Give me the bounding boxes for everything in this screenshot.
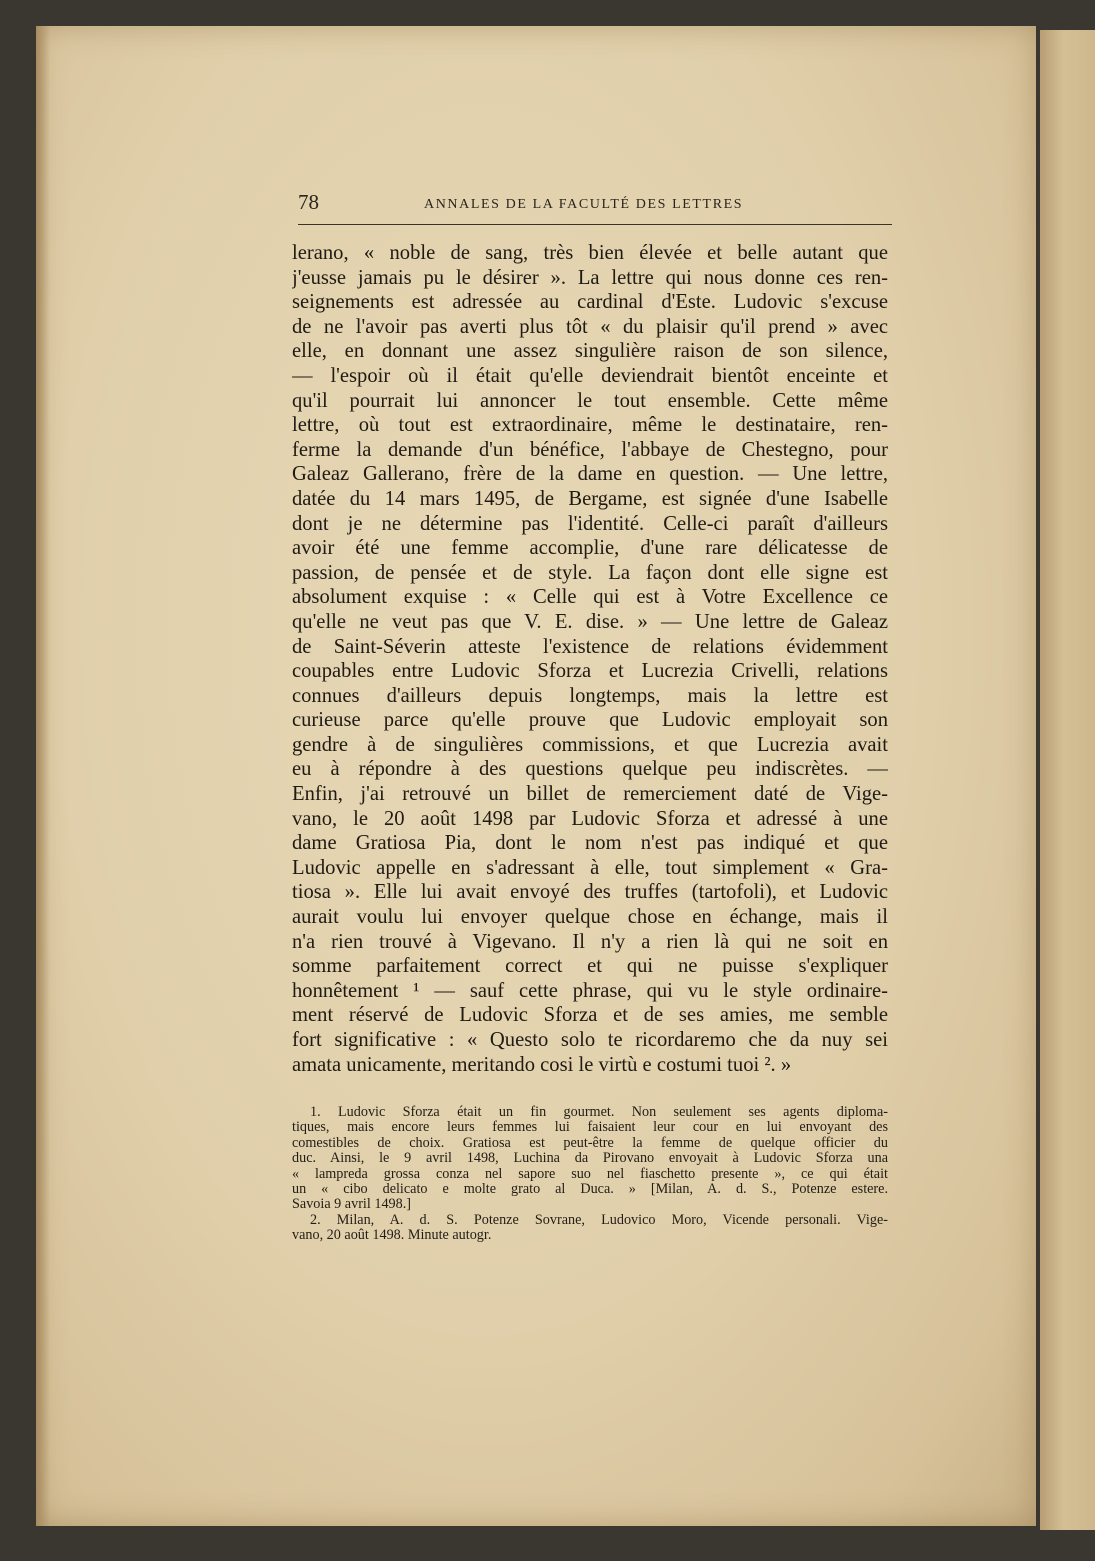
main-text xyxy=(292,241,888,1077)
text-line: absolument exquise : « Celle qui est à Votre Excellence ce xyxy=(292,586,888,609)
running-title: ANNALES DE LA FACULTÉ DES LETTRES xyxy=(424,197,744,212)
text-line: avoir été une femme accomplie, d'une rare délicatesse de xyxy=(292,537,888,560)
text-line: honnêtement ¹ — sauf cette phrase, qui vu le style ordinaire- xyxy=(292,979,888,1002)
text-line: dame Gratiosa Pia, dont le nom n'est pas indiqué et que xyxy=(292,832,888,855)
text-line: qu'elle ne veut pas que V. E. dise. » — Une lettre de Galeaz xyxy=(292,610,888,633)
footnote-line: 2. Milan, A. d. S. Potenze Sovrane, Ludovico Moro, Vicende personali. Vige- xyxy=(310,1212,888,1228)
text-line: elle, en donnant une assez singulière raison de son silence, xyxy=(292,340,888,363)
text-line: qu'il pourrait lui annoncer le tout ensemble. Cette même xyxy=(292,389,888,412)
text-line: de ne l'avoir pas averti plus tôt « du plaisir qu'il prend » avec xyxy=(292,315,888,338)
text-line: gendre à de singulières commissions, et que Lucrezia avait xyxy=(292,733,888,756)
text-line: de Saint-Séverin atteste l'existence de relations évidemment xyxy=(292,635,888,658)
text-line: coupables entre Ludovic Sforza et Lucrezia Crivelli, relations xyxy=(292,660,888,683)
text-line: n'a rien trouvé à Vigevano. Il n'y a rien là qui ne soit en xyxy=(292,930,888,953)
facing-page-edge xyxy=(1040,30,1095,1530)
text-line: ferme la demande d'un bénéfice, l'abbaye de Chestegno, pour xyxy=(292,438,888,461)
text-line: seignements est adressée au cardinal d'Este. Ludovic s'excuse xyxy=(292,291,888,314)
footnote-line: tiques, mais encore leurs femmes lui faisaient leur cour en lui envoyant des xyxy=(292,1120,888,1136)
text-line: lerano, « noble de sang, très bien élevée et belle autant que xyxy=(292,242,888,264)
text-line: tiosa ». Elle lui avait envoyé des truffes (tartofoli), et Ludovic xyxy=(292,881,888,904)
text-line: eu à répondre à des questions quelque peu indiscrètes. — xyxy=(292,758,888,781)
text-line: fort significative : « Questo solo te ricordaremo che da nuy sei xyxy=(292,1029,888,1051)
text-line: vano, le 20 août 1498 par Ludovic Sforza et adressé à une xyxy=(292,807,888,830)
text-line: lettre, où tout est extraordinaire, même le destinataire, ren- xyxy=(292,414,888,437)
footnote-line: duc. Ainsi, le 9 avril 1498, Luchina da Pirovano envoyait à Ludovic Sforza una xyxy=(292,1151,888,1167)
text-line: Enfin, j'ai retrouvé un billet de remerciement daté de Vige- xyxy=(292,783,888,806)
text-line: amata unicamente, meritando cosi le virtù e costumi tuoi ². » xyxy=(292,1053,792,1076)
text-line: connues d'ailleurs depuis longtemps, mais la lettre est xyxy=(292,684,888,707)
footnotes xyxy=(292,1105,888,1244)
page-binding-shadow xyxy=(36,26,50,1526)
footnote-line: « lampreda grossa conza nel sapore suo nel fiaschetto presente », ce qui était xyxy=(292,1166,888,1182)
text-line: aurait voulu lui envoyer quelque chose en échange, mais il xyxy=(292,906,888,929)
text-line: j'eusse jamais pu le désirer ». La lettre qui nous donne ces ren- xyxy=(292,266,888,289)
footnote-line: Savoia 9 avril 1498.] xyxy=(292,1197,411,1213)
text-line: Galeaz Gallerano, frère de la dame en question. — Une lettre, xyxy=(292,463,888,486)
footnote-line: 1. Ludovic Sforza était un fin gourmet. Non seulement ses agents diploma- xyxy=(310,1105,888,1120)
text-line: datée du 14 mars 1495, de Bergame, est signée d'une Isabelle xyxy=(292,487,888,510)
text-line: Ludovic appelle en s'adressant à elle, tout simplement « Gra- xyxy=(292,856,888,879)
text-line: — l'espoir où il était qu'elle deviendrait bientôt enceinte et xyxy=(292,364,888,387)
page-number: 78 xyxy=(298,190,319,214)
text-line: somme parfaitement correct et qui ne puisse s'expliquer xyxy=(292,955,888,978)
text-line: passion, de pensée et de style. La façon dont elle signe est xyxy=(292,561,888,584)
footnote-line: vano, 20 août 1498. Minute autogr. xyxy=(292,1228,492,1244)
text-line: curieuse parce qu'elle prouve que Ludovic employait son xyxy=(292,709,888,732)
text-line: ment réservé de Ludovic Sforza et de ses amies, me semble xyxy=(292,1004,888,1027)
text-line: dont je ne détermine pas l'identité. Celle-ci paraît d'ailleurs xyxy=(292,512,888,535)
footnote-line: un « cibo delicato e molte grato al Duca. » [Milan, A. d. S., Potenze estere. xyxy=(292,1181,888,1197)
footnote-line: comestibles de choix. Gratiosa est peut-être la femme de quelque officier du xyxy=(292,1135,888,1151)
running-header xyxy=(298,190,892,225)
